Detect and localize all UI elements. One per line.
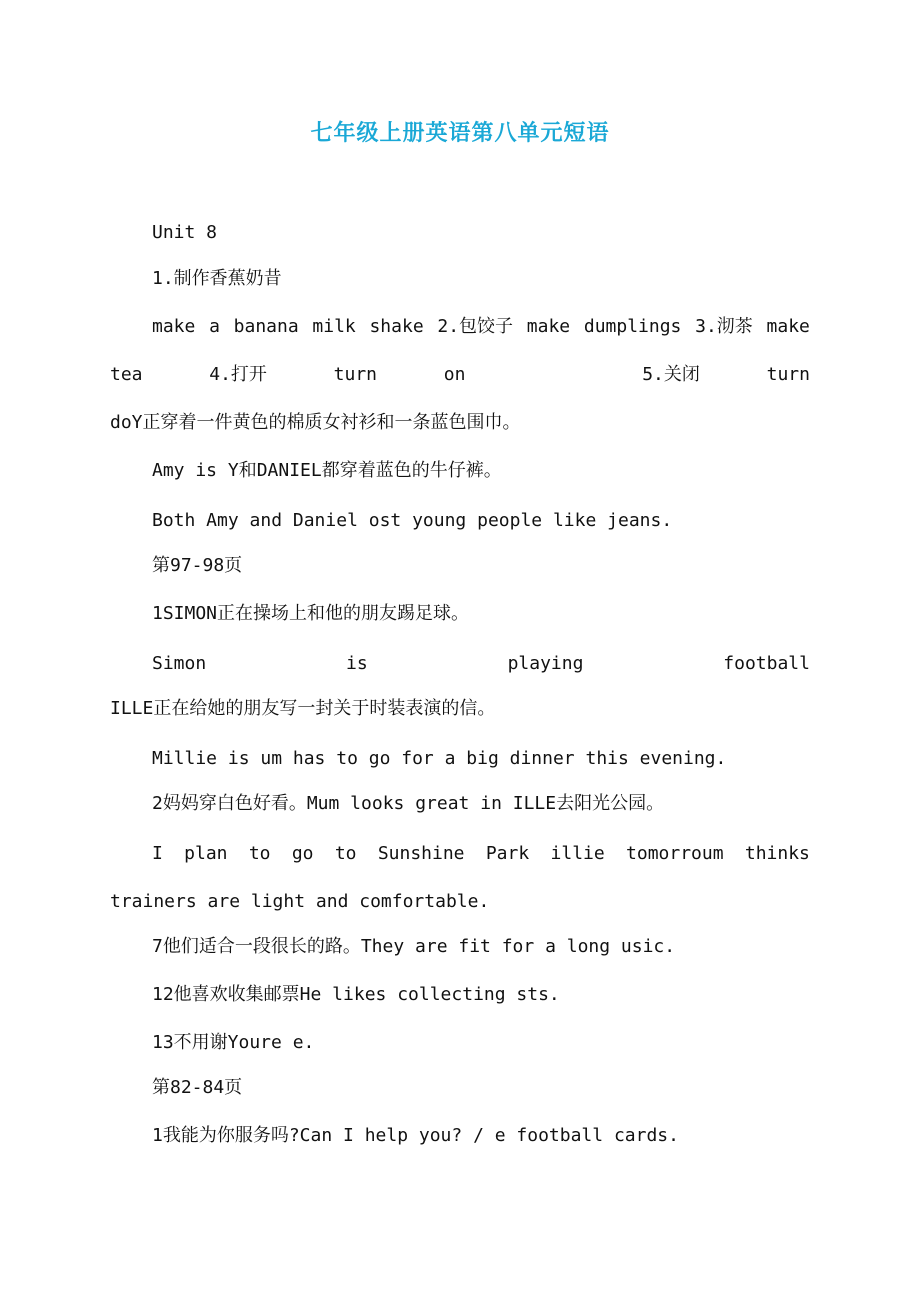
line-unit-heading: Unit 8 [152,222,218,243]
line-millie-dinner: Millie is um has to go for a big dinner this evening. [152,748,727,769]
word: Simon [152,653,207,674]
line-can-i-help-you: 1我能为你服务吗?Can I help you? / e football cards. [152,1125,679,1146]
line-collecting-stamps: 12他喜欢收集邮票He likes collecting sts. [152,984,560,1005]
word: go [291,843,314,864]
word: thinks [744,843,810,864]
word: plan [184,843,228,864]
word: tea [110,364,143,385]
word: I [152,843,163,864]
word: turn [766,364,810,385]
word: 3.沏茶 [695,316,753,337]
line-simon-football-cn: 1SIMON正在操场上和他的朋友踢足球。 [152,603,470,624]
line-page-ref-97-98: 第97-98页 [152,555,243,576]
line-page-ref-82-84: 第82-84页 [152,1077,243,1098]
word: banana [233,316,299,337]
line-phrase-1: 1.制作香蕉奶昔 [152,268,282,289]
word: 4.打开 [209,364,267,385]
line-phrases-make-row [110,312,810,342]
word: 5.关闭 [642,364,700,385]
document-title: 七年级上册英语第八单元短语 [310,120,610,146]
word: playing [507,653,584,674]
word: is [346,653,368,674]
word: make [526,316,571,337]
word: Sunshine [377,843,465,864]
word: shake [369,316,424,337]
word: 2.包饺子 [437,316,514,337]
word: to [334,843,357,864]
word: illie [550,843,605,864]
line-mum-white: 2妈妈穿白色好看。Mum looks great in ILLE去阳光公园。 [152,793,665,814]
line-trainers: trainers are light and comfortable. [110,891,490,912]
word: a [209,316,220,337]
word: to [248,843,271,864]
word: Park [485,843,530,864]
word: dumplings [583,316,682,337]
document-body [110,218,810,1151]
word: milk [312,316,356,337]
line-millie-letter-cn: ILLE正在给她的朋友写一封关于时装表演的信。 [110,698,496,719]
word: make [152,316,196,337]
word: make [766,316,810,337]
line-young-people-jeans: Both Amy and Daniel ost young people like jeans. [152,510,673,531]
line-blue-jeans: Amy is Y和DANIEL都穿着蓝色的牛仔裤。 [152,460,502,481]
word: tomorroum [626,843,724,864]
line-yellow-blouse: doY正穿着一件黄色的棉质女衬衫和一条蓝色围巾。 [110,412,521,433]
word: turn [333,364,378,385]
line-simon-football-en [110,649,810,679]
line-youre-welcome: 13不用谢Youre e. [152,1032,315,1053]
line-phrases-turn-row [110,360,810,390]
line-long-walk: 7他们适合一段很长的路。They are fit for a long usic. [152,936,676,957]
word: on [443,364,466,385]
line-sunshine-park [110,839,810,869]
word: football [723,653,810,674]
